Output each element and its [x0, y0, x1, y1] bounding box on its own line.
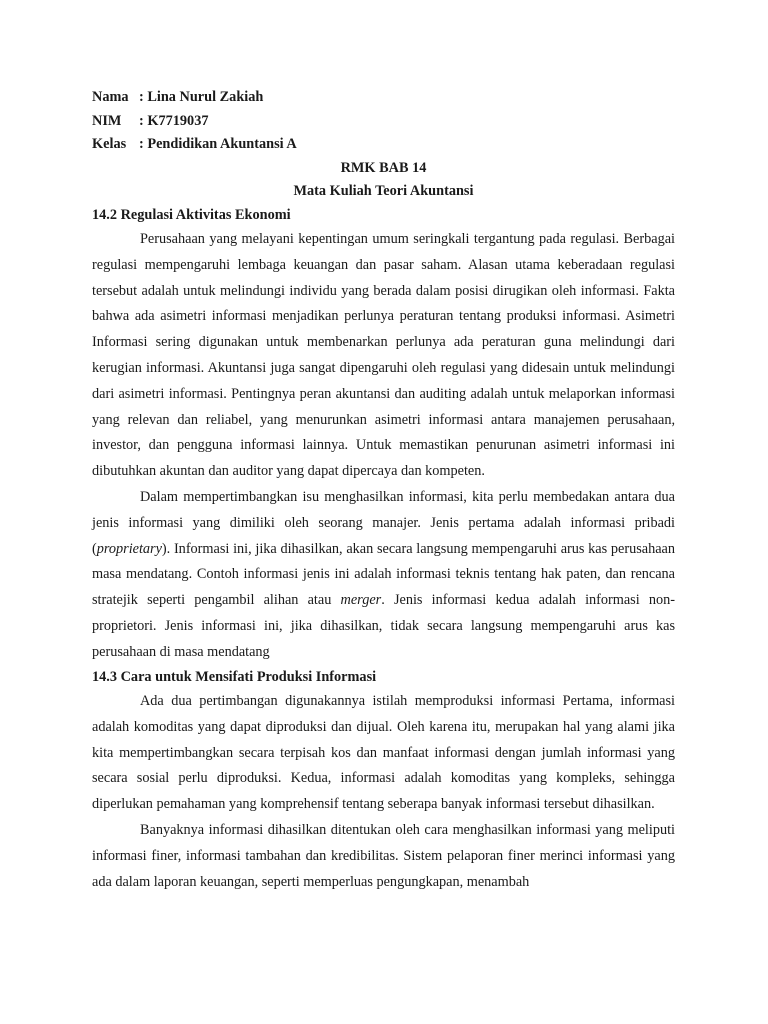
nama-value: : Lina Nurul Zakiah: [139, 89, 264, 105]
nama-line: [92, 86, 675, 110]
nama-label: Nama: [92, 89, 129, 105]
italic-term: proprietary: [96, 540, 162, 557]
section-heading-14-2: 14.2 Regulasi Aktivitas Ekonomi: [92, 206, 291, 223]
paragraph-text: . Jenis informasi kedua adalah informasi non-proprietori. Jenis informasi ini, jika dihasilkan, tidak secara langsung mempengaruhi arus kas perusahaan di masa mendatang: [92, 592, 676, 660]
paragraph-text: ). Informasi ini, jika dihasilkan, akan secara langsung mempengaruhi arus kas perusahaan masa mendatang. Contoh informasi jenis ini adalah informasi teknis tentang hak paten, dan rencana stratejik seperti pengambil alihan atau: [92, 540, 675, 609]
course-title: Mata Kuliah Teori Akuntansi: [293, 183, 474, 199]
paragraph-produksi-1: Ada dua pertimbangan digunakannya istilah memproduksi informasi Pertama, informasi adalah komoditas yang dapat diproduksi dan dijual. Oleh karena itu, merupakan hal yang alami jika kita mempertimbangkan secara terpisah kos dan manfaat informasi dengan jumlah informasi yang secara sosial perlu diproduksi. Kedua, informasi adalah komoditas yang kompleks, sehingga diperlukan pemahaman yang komprehensif tentang seberapa banyak informasi tersebut dihasilkan.: [92, 693, 675, 813]
document-title: RMK BAB 14: [340, 159, 427, 176]
paragraph-regulasi-1: Perusahaan yang melayani kepentingan umum seringkali tergantung pada regulasi. Berbagai regulasi mempengaruhi lembaga keuangan dan pasar saham. Alasan utama keberadaan regulasi tersebut adalah untuk melindungi individu yang berada dalam posisi dirugikan oleh informasi. Fakta bahwa ada asimetri informasi menjadikan perlunya peraturan tentang produksi informasi. Asimetri Informasi sering digunakan untuk membenarkan perlunya ada peraturan guna melindungi dari kerugian informasi. Akuntansi juga sangat dipengaruhi oleh regulasi yang didesain untuk melindungi dari asimetri informasi. Pentingnya peran akuntansi dan auditing adalah untuk melaporkan informasi yang relevan dan reliabel, yang menurunkan asimetri informasi antara manajemen perusahaan, investor, dan pengguna informasi lainnya. Untuk memastikan penurunan asimetri informasi ini dibutuhkan akuntan dan auditor yang dapat dipercaya dan kompeten.: [92, 231, 675, 480]
section-heading-14-3: 14.3 Cara untuk Mensifati Produksi Informasi: [92, 668, 377, 685]
kelas-value: : Pendidikan Akuntansi A: [139, 136, 297, 152]
nim-value: : K7719037: [139, 112, 209, 129]
kelas-label: Kelas: [92, 136, 127, 152]
kelas-line: [92, 133, 675, 157]
italic-term: merger: [340, 592, 382, 609]
nim-label: NIM: [92, 112, 122, 129]
paragraph-produksi-2: Banyaknya informasi dihasilkan ditentukan oleh cara menghasilkan informasi yang meliputi informasi finer, informasi tambahan dan kredibilitas. Sistem pelaporan finer merinci informasi yang ada dalam laporan keuangan, seperti memperluas pengungkapan, menambah: [92, 822, 675, 890]
nim-line: [92, 110, 675, 134]
paragraph-regulasi-2: [92, 485, 675, 666]
document-body: [92, 86, 675, 895]
paragraph-text: Dalam mempertimbangkan isu menghasilkan informasi, kita perlu membedakan antara dua jenis informasi yang dimiliki oleh seorang manajer. Jenis pertama adalah informasi pribadi (: [92, 488, 675, 557]
